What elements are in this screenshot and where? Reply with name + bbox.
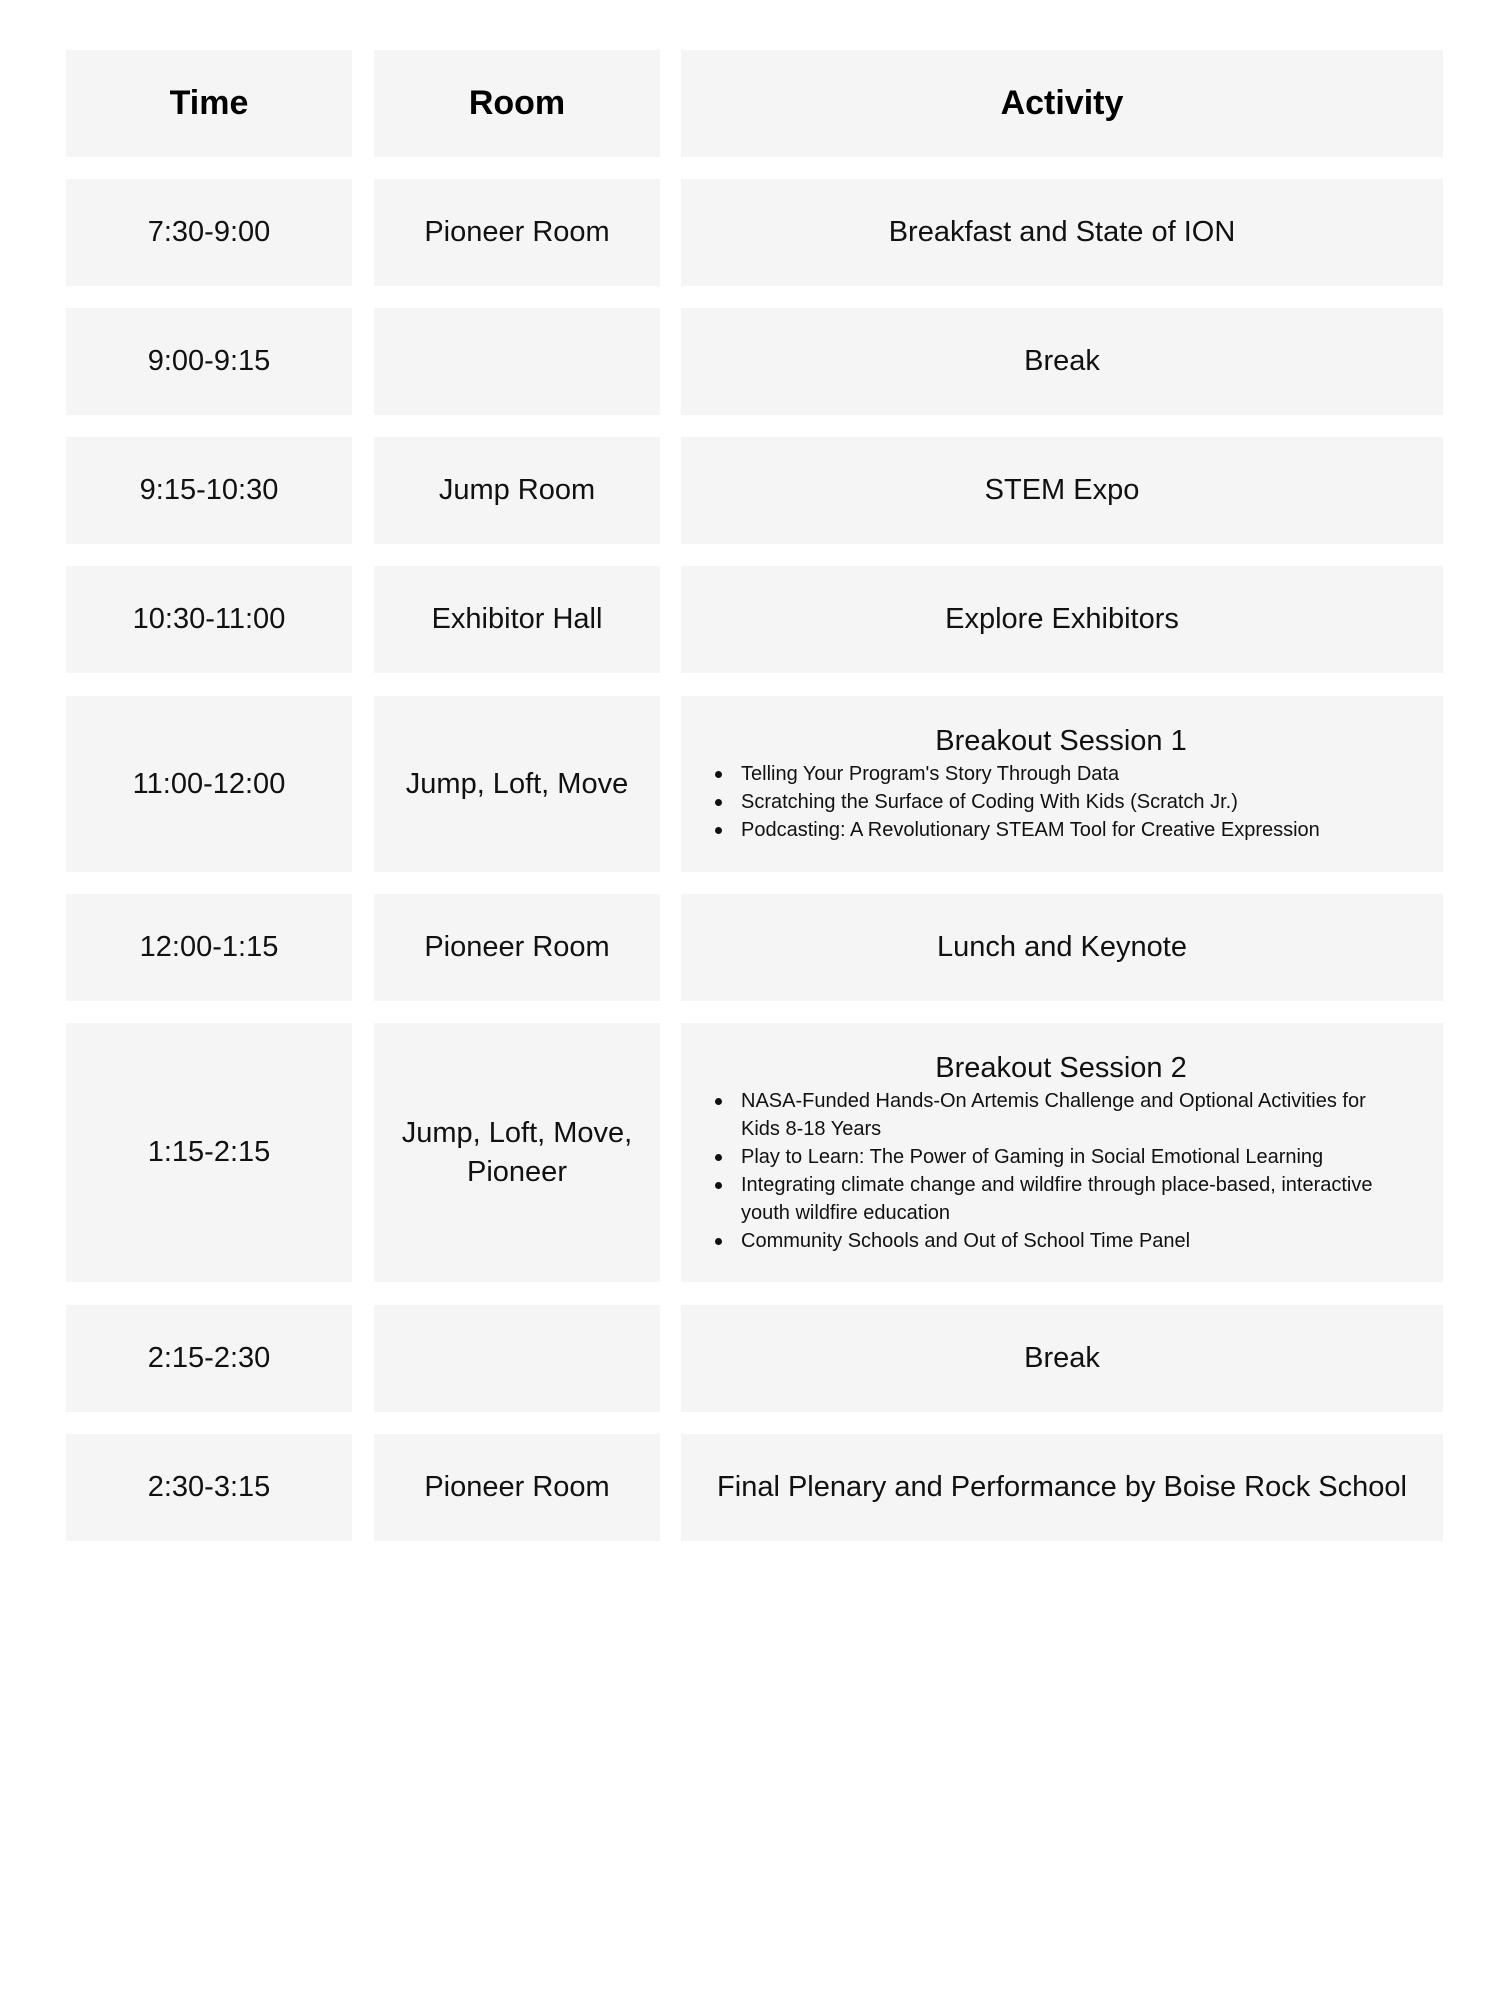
header-room-cell xyxy=(374,50,660,157)
table-row-room-cell xyxy=(374,1023,660,1282)
time-value: 9:00-9:15 xyxy=(147,345,271,377)
table-row-room-cell xyxy=(374,1434,660,1541)
table-row-activity-cell xyxy=(681,308,1443,415)
activity-value: Break xyxy=(1024,345,1100,377)
list-item: Telling Your Program's Story Through Data xyxy=(713,760,1409,788)
table-row-room-cell xyxy=(374,894,660,1001)
activity-value: Final Plenary and Performance by Boise Rock School xyxy=(717,1471,1407,1503)
room-value: Pioneer Room xyxy=(424,931,610,963)
room-value: Pioneer Room xyxy=(424,1471,610,1503)
header-time: Time xyxy=(169,84,249,122)
table-row-time-cell xyxy=(66,437,352,544)
time-value: 1:15-2:15 xyxy=(147,1136,271,1168)
table-row-time-cell xyxy=(66,566,352,673)
header-time-cell xyxy=(66,50,352,157)
table-row-room-cell xyxy=(374,437,660,544)
room-value: Jump, Loft, Move, Pioneer xyxy=(401,1116,633,1188)
activity-value: Break xyxy=(1024,1342,1100,1374)
time-value: 2:15-2:30 xyxy=(147,1342,271,1374)
activity-value: STEM Expo xyxy=(984,474,1140,506)
table-row-room-cell xyxy=(374,1305,660,1412)
header-room: Room xyxy=(468,84,566,122)
activity-value: Explore Exhibitors xyxy=(945,603,1179,635)
activity-value: Breakfast and State of ION xyxy=(888,216,1236,248)
table-row-room-cell xyxy=(374,308,660,415)
list-item: Integrating climate change and wildfire through place-based, interactive youth wildfire education xyxy=(713,1171,1409,1227)
time-value: 12:00-1:15 xyxy=(139,931,279,963)
header-activity-cell xyxy=(681,50,1443,157)
time-value: 7:30-9:00 xyxy=(147,216,271,248)
session-title: Breakout Session 1 xyxy=(935,725,1187,757)
room-value: Exhibitor Hall xyxy=(431,603,603,635)
header-activity: Activity xyxy=(1000,84,1124,122)
table-row-room-cell xyxy=(374,696,660,872)
table-row-activity-cell xyxy=(681,1434,1443,1541)
table-row-activity-cell xyxy=(681,1305,1443,1412)
list-item: NASA-Funded Hands-On Artemis Challenge and Optional Activities for Kids 8-18 Years xyxy=(713,1087,1409,1143)
table-row-time-cell xyxy=(66,179,352,286)
session-title: Breakout Session 2 xyxy=(935,1051,1187,1084)
room-value: Jump Room xyxy=(438,474,596,506)
table-row-time-cell xyxy=(66,1023,352,1282)
table-row-room-cell xyxy=(374,179,660,286)
breakout-session-2-cell xyxy=(681,1023,1443,1282)
room-value: Pioneer Room xyxy=(424,216,610,248)
list-item: Community Schools and Out of School Time Panel xyxy=(713,1227,1409,1255)
session-list xyxy=(713,760,1409,844)
table-row-time-cell xyxy=(66,308,352,415)
time-value: 9:15-10:30 xyxy=(139,474,279,506)
table-row-room-cell xyxy=(374,566,660,673)
time-value: 2:30-3:15 xyxy=(147,1471,271,1503)
room-value: Jump, Loft, Move xyxy=(405,767,629,800)
table-row-activity-cell xyxy=(681,437,1443,544)
time-value: 10:30-11:00 xyxy=(132,603,286,635)
table-row-time-cell xyxy=(66,1305,352,1412)
activity-value: Lunch and Keynote xyxy=(937,931,1187,963)
list-item: Scratching the Surface of Coding With Kids (Scratch Jr.) xyxy=(713,788,1409,816)
table-row-activity-cell xyxy=(681,566,1443,673)
list-item: Play to Learn: The Power of Gaming in Social Emotional Learning xyxy=(713,1143,1409,1171)
breakout-session-1-cell xyxy=(681,696,1443,872)
time-value: 11:00-12:00 xyxy=(132,767,286,800)
table-row-time-cell xyxy=(66,894,352,1001)
table-row-time-cell xyxy=(66,1434,352,1541)
list-item: Podcasting: A Revolutionary STEAM Tool for Creative Expression xyxy=(713,816,1409,844)
table-row-activity-cell xyxy=(681,894,1443,1001)
table-row-activity-cell xyxy=(681,179,1443,286)
table-row-time-cell xyxy=(66,696,352,872)
session-list xyxy=(713,1087,1409,1255)
